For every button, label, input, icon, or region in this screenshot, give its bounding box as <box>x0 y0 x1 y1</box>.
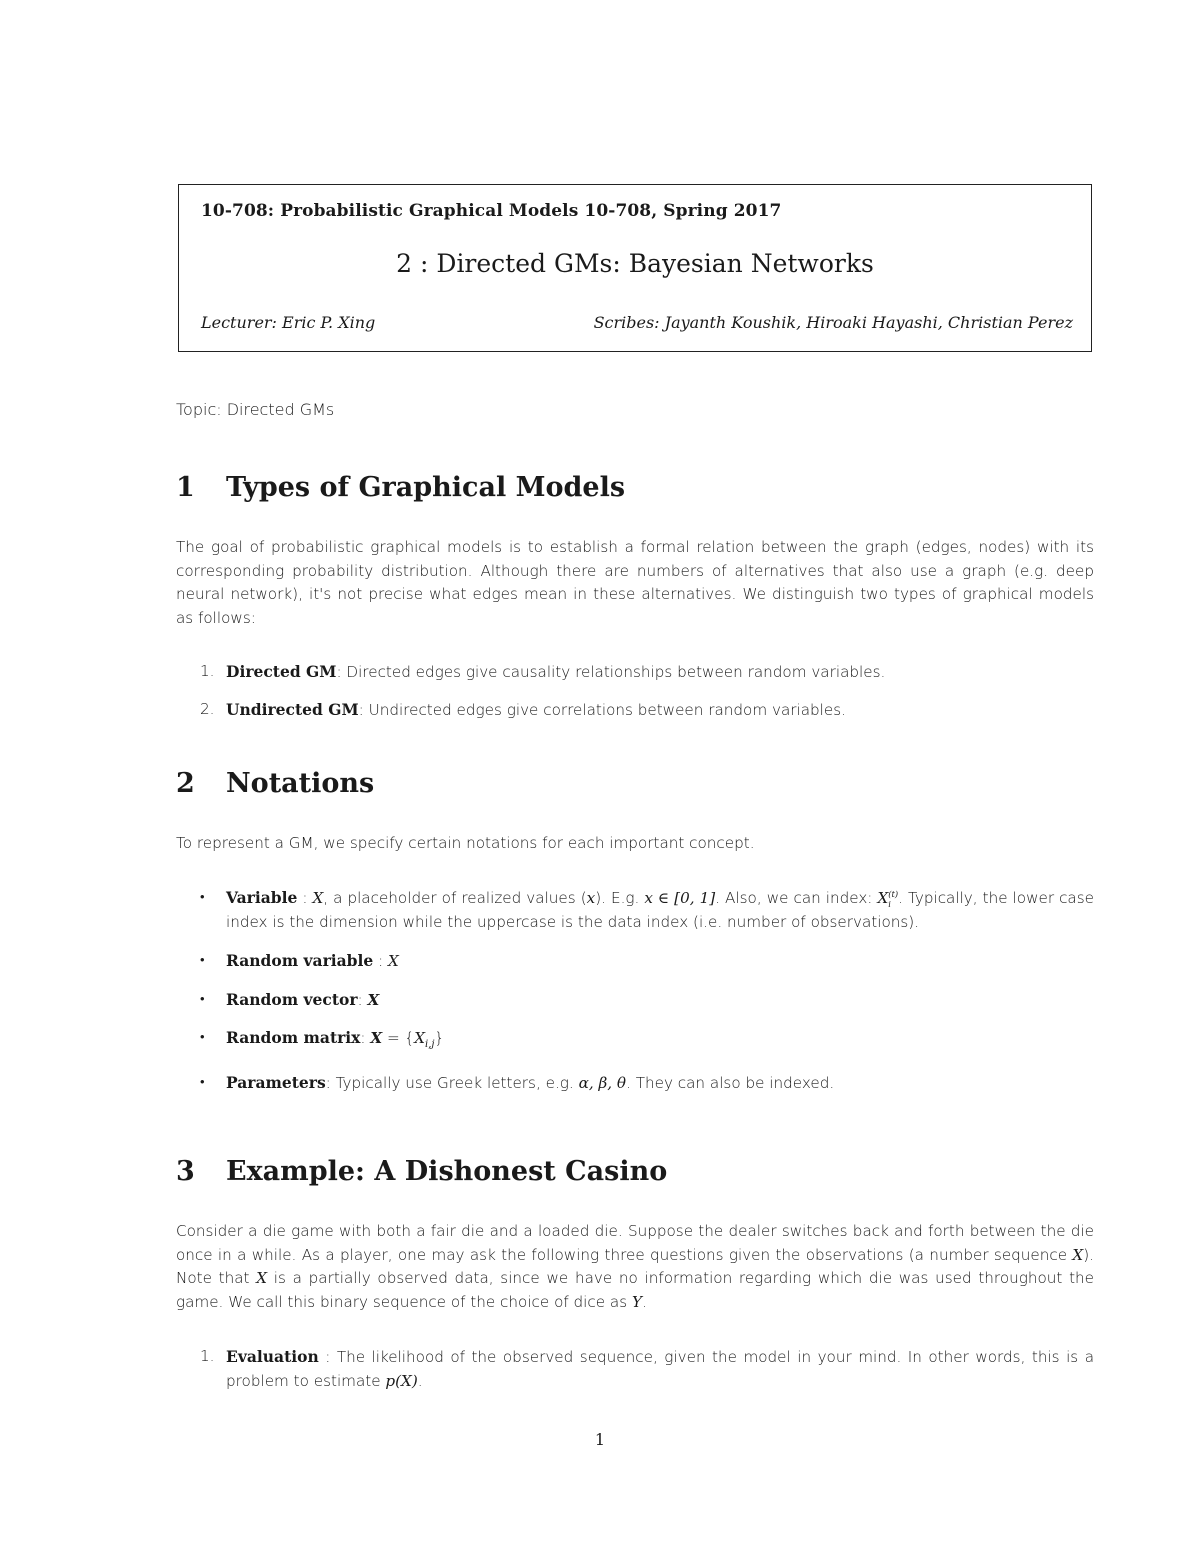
graphical-model-types-list <box>176 660 1094 722</box>
section-1-paragraph: The goal of probabilistic graphical models is to establish a formal relation between the graph (edges, nodes) with its corresponding probability distribution. Although there are numbers of alternatives that also use a graph (e.g. deep neural network), it's not precise what edges mean in these alternatives. We distinguish two types of graphical models as follows: <box>176 538 1094 627</box>
list-item: 1. Directed GM: Directed edges give causality relationships between random variables. <box>200 662 886 681</box>
scribes: Scribes: Jayanth Koushik, Hiroaki Hayashi, Christian Perez <box>593 313 1073 332</box>
list-item: 1. Evaluation : The likelihood of the observed sequence, given the model in your mind. In other words, this is a problem to estimate p(X). <box>200 1347 1094 1390</box>
list-item: • Parameters: Typically use Greek letters, e.g. α, β, θ. They can also be indexed. <box>200 1072 835 1092</box>
notations-list <box>176 886 1094 1095</box>
casino-questions-list <box>176 1345 1094 1393</box>
section-2-paragraph: To represent a GM, we specify certain notations for each important concept. <box>176 834 755 852</box>
section-number: 3 <box>176 1156 195 1187</box>
lecture-title: 2 : Directed GMs: Bayesian Networks <box>396 249 874 278</box>
course-title: 10-708: Probabilistic Graphical Models 10-708, Spring 2017 <box>201 201 782 221</box>
section-heading-1 <box>176 472 625 503</box>
list-item: • Random vector: X <box>200 989 380 1009</box>
list-item: • Random matrix: $X = \{X_{i,j}\}$ <box>200 1028 445 1051</box>
topic-line: Topic: Directed GMs <box>176 400 335 419</box>
lecturer: Lecturer: Eric P. Xing <box>201 313 376 332</box>
list-item: 2. Undirected GM: Undirected edges give correlations between random variables. <box>200 699 846 719</box>
list-item: • Random variable : X <box>200 951 399 970</box>
section-3-paragraph: Consider a die game with both a fair die and a loaded die. Suppose the dealer switches back and forth between the die once in a while. As a player, one may ask the following three questions given the observations (a number sequence X). Note that X is a partially observed data, since we have no information regarding which die was used throughout the game. We call this binary sequence of the choice of dice as Y. <box>176 1222 1095 1311</box>
lecture-header-box <box>178 184 1092 352</box>
section-heading-2 <box>176 768 374 799</box>
section-number: 1 <box>176 472 195 503</box>
section-title: Example: A Dishonest Casino <box>226 1156 668 1187</box>
list-item: • Variable : X, a placeholder of realized values (x). E.g. x ∈ [0, 1]. Also, we can index: X (t) i . Typically, the lower case index is the dimension while the uppercase is the data index (i.e. number of observations). <box>200 888 1095 931</box>
section-heading-3 <box>176 1156 667 1187</box>
page-number: 1 <box>594 1430 606 1449</box>
section-number: 2 <box>176 768 195 799</box>
section-title: Notations <box>226 768 375 799</box>
section-title: Types of Graphical Models <box>226 472 626 503</box>
